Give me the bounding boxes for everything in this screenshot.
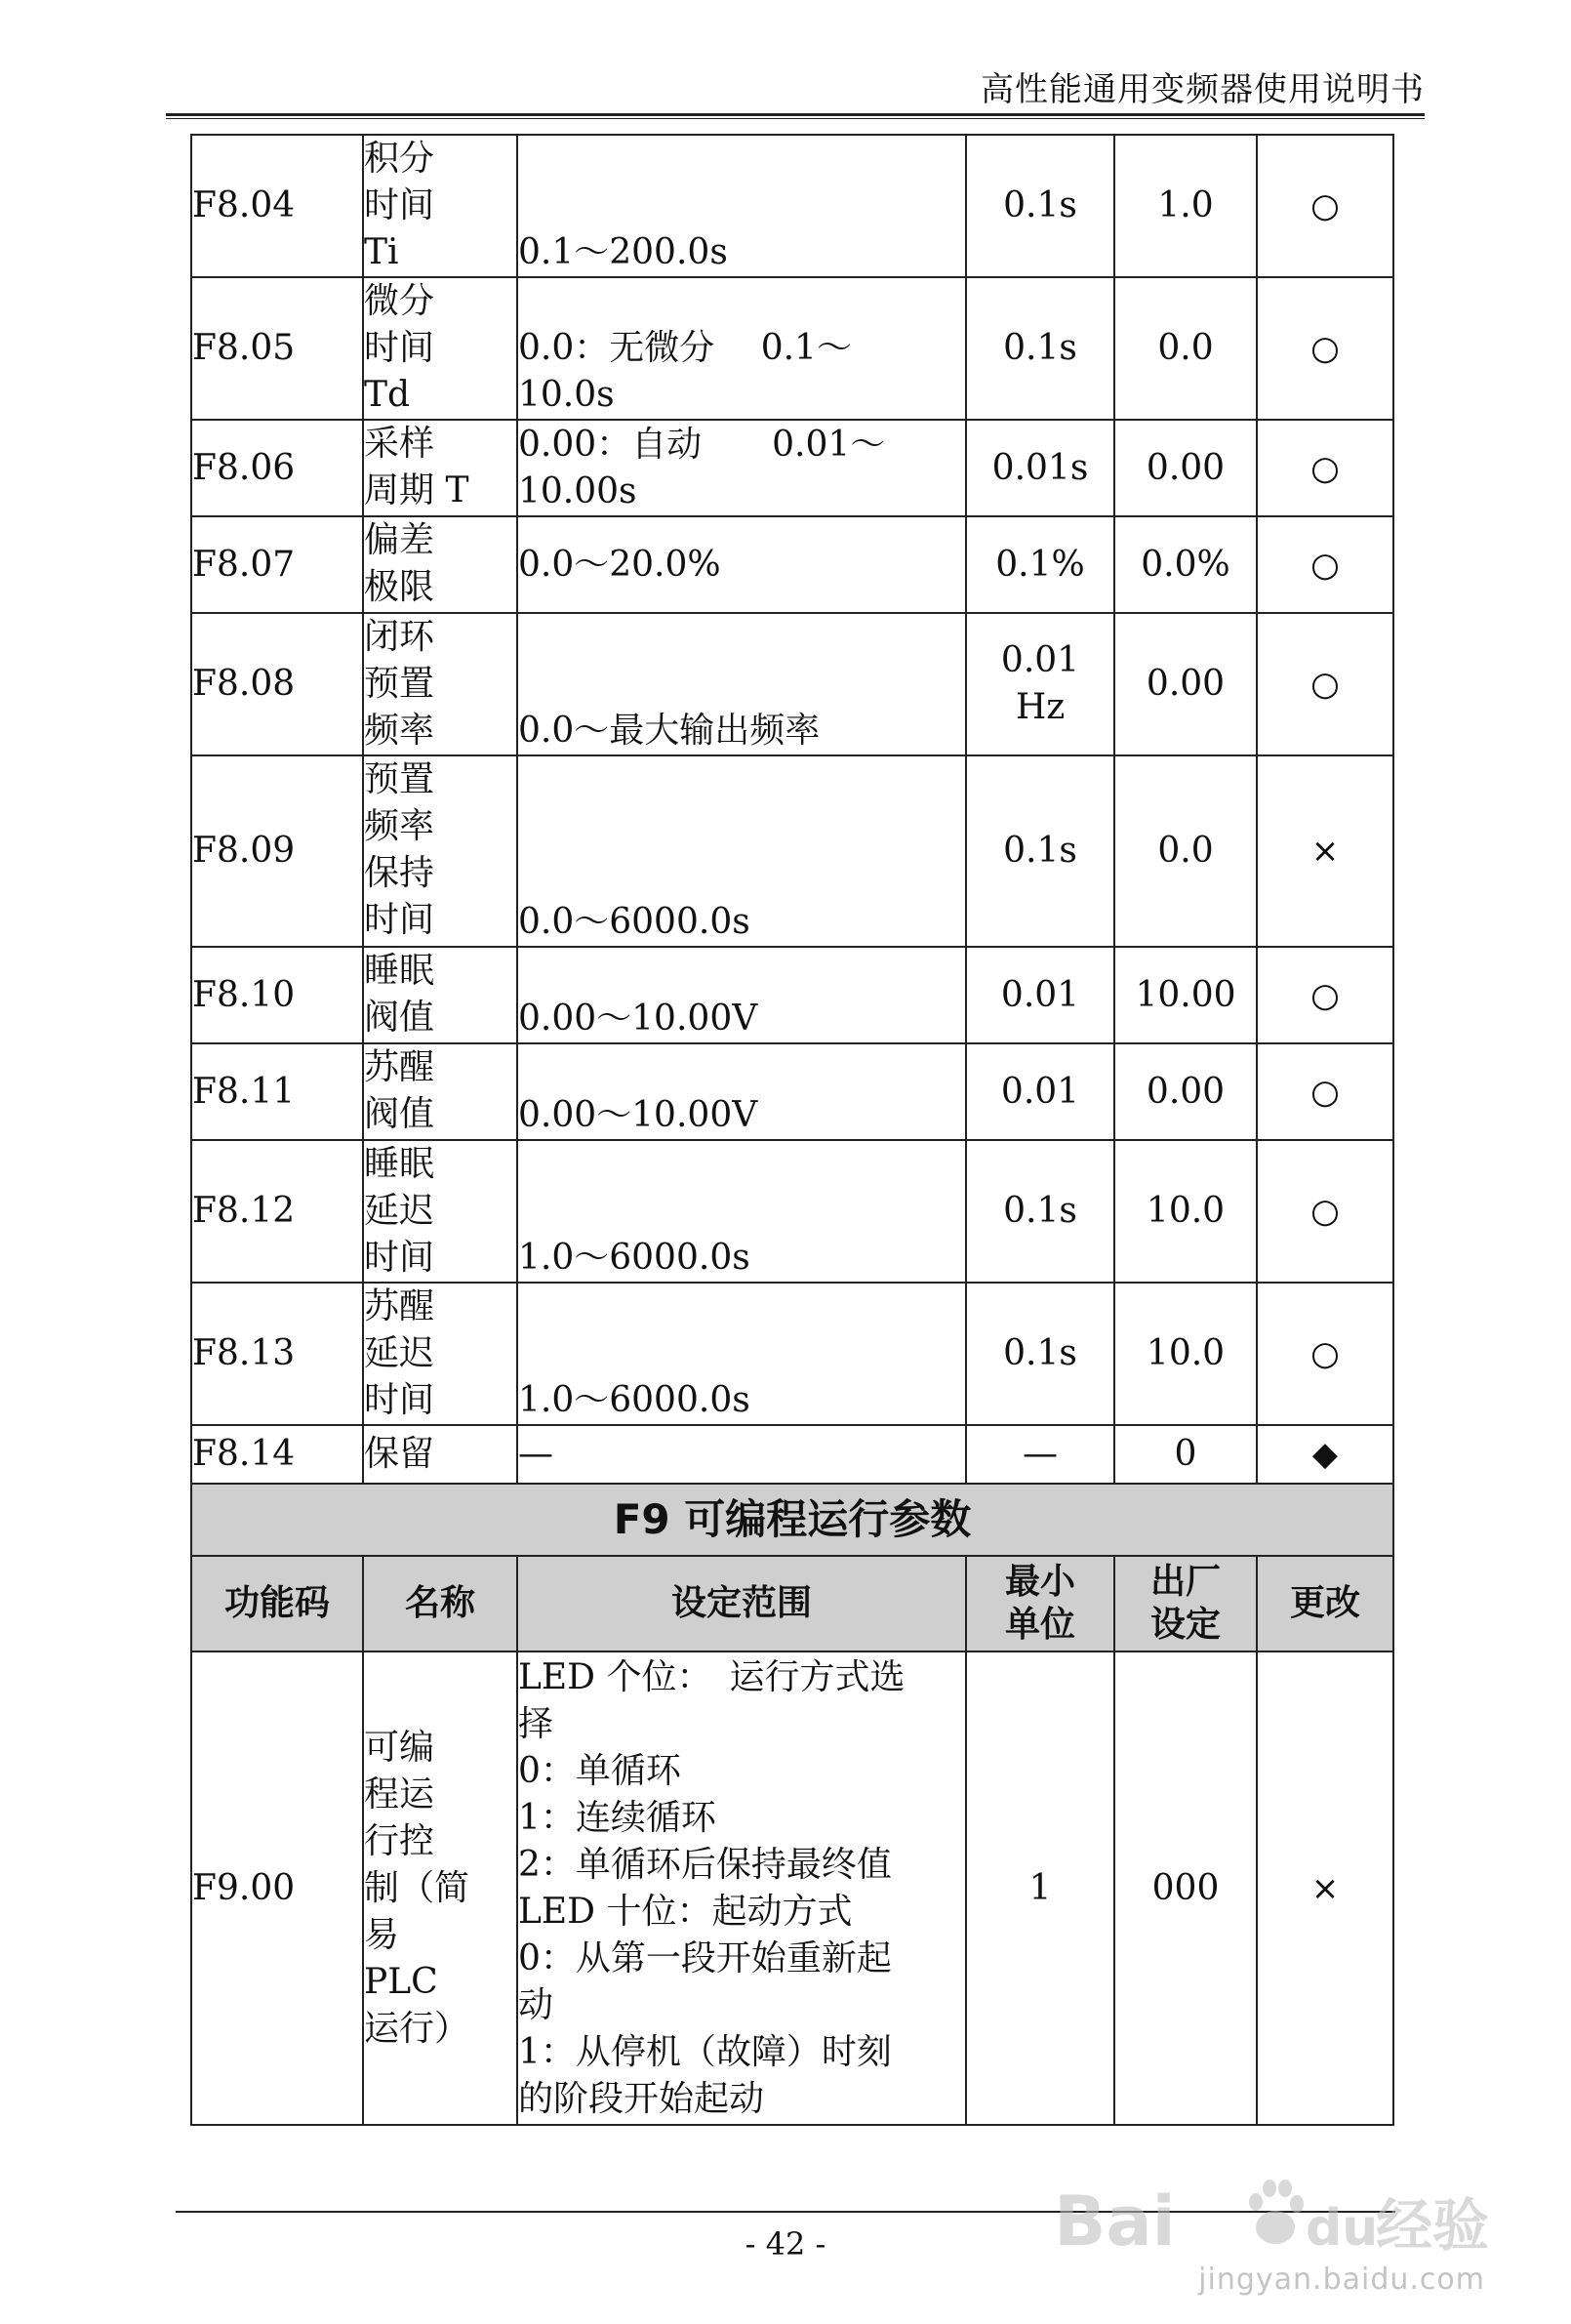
param-name: 预置 频率 保持 时间 (363, 755, 517, 947)
change-mark: ○ (1257, 1043, 1393, 1140)
param-name: 睡眠 延迟 时间 (363, 1140, 517, 1283)
factory-default: 10.00 (1114, 947, 1257, 1043)
factory-default: 0.0% (1114, 516, 1257, 613)
table-row (191, 1140, 1393, 1283)
function-code: F9.00 (191, 1651, 363, 2125)
setting-range: 0.00：自动 0.01～ 10.00s (517, 420, 966, 516)
table-row (191, 947, 1393, 1043)
change-mark: ○ (1257, 420, 1393, 516)
function-code: F8.11 (191, 1043, 363, 1140)
table-row (191, 613, 1393, 755)
table-row (191, 277, 1393, 420)
function-code: F8.12 (191, 1140, 363, 1283)
table-row (191, 755, 1393, 947)
document-header-title: 高性能通用变频器使用说明书 (981, 70, 1425, 109)
header-rule (166, 113, 1425, 116)
param-name: 苏醒 延迟 时间 (363, 1283, 517, 1425)
setting-range: 0.0～最大输出频率 (517, 613, 966, 755)
setting-range: 0.1～200.0s (517, 135, 966, 277)
factory-default: 0.00 (1114, 420, 1257, 516)
setting-range: 1.0～6000.0s (517, 1140, 966, 1283)
change-mark: ○ (1257, 1283, 1393, 1425)
param-name: 睡眠 阀值 (363, 947, 517, 1043)
change-mark: ○ (1257, 1140, 1393, 1283)
function-code: F8.04 (191, 135, 363, 277)
watermark-brand-text: Bai (1054, 2181, 1176, 2262)
function-code: F8.10 (191, 947, 363, 1043)
setting-range: 0.0～20.0% (517, 516, 966, 613)
factory-default: 000 (1114, 1651, 1257, 2125)
factory-default: 10.0 (1114, 1283, 1257, 1425)
param-name: 可编 程运 行控 制（简 易 PLC 运行） (363, 1651, 517, 2125)
min-unit: 0.01s (966, 420, 1114, 516)
factory-default: 0 (1114, 1425, 1257, 1484)
setting-range: 0.00～10.00V (517, 1043, 966, 1140)
column-header-code: 功能码 (191, 1556, 363, 1651)
table-row (191, 516, 1393, 613)
min-unit: 0.01 (966, 1043, 1114, 1140)
column-header-row (191, 1556, 1393, 1651)
change-mark: ○ (1257, 135, 1393, 277)
parameter-table (190, 134, 1394, 2126)
table-row (191, 420, 1393, 516)
column-header-default: 出厂 设定 (1114, 1556, 1257, 1651)
factory-default: 1.0 (1114, 135, 1257, 277)
table-row (191, 135, 1393, 277)
change-mark: ○ (1257, 947, 1393, 1043)
section-title: F9 可编程运行参数 (191, 1484, 1393, 1556)
function-code: F8.09 (191, 755, 363, 947)
setting-range: 1.0～6000.0s (517, 1283, 966, 1425)
change-mark: × (1257, 1651, 1393, 2125)
param-name: 采样 周期 T (363, 420, 517, 516)
min-unit: 0.1s (966, 1283, 1114, 1425)
setting-range: LED 个位： 运行方式选 择 0：单循环 1：连续循环 2：单循环后保持最终值 LED 十位：起动方式 0：从第一段开始重新起 动 1：从停机（故障）时刻 的阶段开始起动 (517, 1651, 966, 2125)
table-row (191, 1425, 1393, 1484)
min-unit: — (966, 1425, 1114, 1484)
min-unit: 0.01 (966, 947, 1114, 1043)
factory-default: 0.0 (1114, 755, 1257, 947)
function-code: F8.08 (191, 613, 363, 755)
param-name: 保留 (363, 1425, 517, 1484)
param-name: 微分 时间 Td (363, 277, 517, 420)
paw-icon (1249, 2180, 1304, 2244)
function-code: F8.05 (191, 277, 363, 420)
column-header-unit: 最小 单位 (966, 1556, 1114, 1651)
setting-range: — (517, 1425, 966, 1484)
function-code: F8.14 (191, 1425, 363, 1484)
param-name: 偏差 极限 (363, 516, 517, 613)
min-unit: 0.01Hz (966, 613, 1114, 755)
param-name: 苏醒 阀值 (363, 1043, 517, 1140)
setting-range: 0.0：无微分 0.1～ 10.0s (517, 277, 966, 420)
setting-range: 0.00～10.00V (517, 947, 966, 1043)
min-unit: 0.1s (966, 1140, 1114, 1283)
table-row (191, 1043, 1393, 1140)
factory-default: 10.0 (1114, 1140, 1257, 1283)
function-code: F8.07 (191, 516, 363, 613)
param-name: 闭环 预置 频率 (363, 613, 517, 755)
factory-default: 0.0 (1114, 277, 1257, 420)
param-name: 积分 时间 Ti (363, 135, 517, 277)
setting-range: 0.0～6000.0s (517, 755, 966, 947)
change-mark: ◆ (1257, 1425, 1393, 1484)
change-mark: × (1257, 755, 1393, 947)
min-unit: 0.1s (966, 135, 1114, 277)
min-unit: 0.1s (966, 277, 1114, 420)
column-header-name: 名称 (363, 1556, 517, 1651)
factory-default: 0.00 (1114, 1043, 1257, 1140)
min-unit: 0.1% (966, 516, 1114, 613)
table-row (191, 1283, 1393, 1425)
function-code: F8.06 (191, 420, 363, 516)
column-header-change: 更改 (1257, 1556, 1393, 1651)
factory-default: 0.00 (1114, 613, 1257, 755)
change-mark: ○ (1257, 613, 1393, 755)
change-mark: ○ (1257, 516, 1393, 613)
min-unit: 1 (966, 1651, 1114, 2125)
page-number: - 42 - (745, 2225, 826, 2263)
change-mark: ○ (1257, 277, 1393, 420)
column-header-range: 设定范围 (517, 1556, 966, 1651)
header-rule-thin (166, 118, 1425, 119)
min-unit: 0.1s (966, 755, 1114, 947)
watermark-brand-text-2: du (1306, 2199, 1379, 2258)
section-header-row (191, 1484, 1393, 1556)
function-code: F8.13 (191, 1283, 363, 1425)
watermark-url: jingyan.baidu.com (1198, 2263, 1485, 2297)
watermark-cn-text: 经验 (1376, 2192, 1490, 2259)
table-row (191, 1651, 1393, 2125)
